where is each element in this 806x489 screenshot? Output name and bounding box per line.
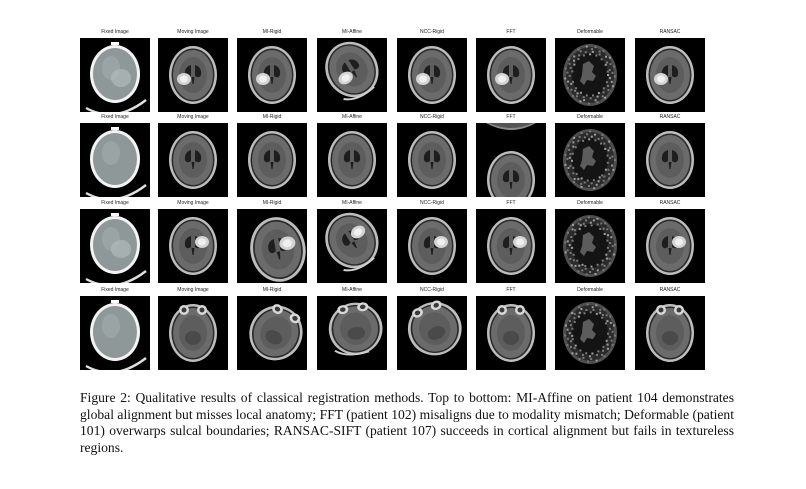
panel-title: MI-Rigid [262,287,282,293]
panel-title: Deformable [577,287,603,293]
panel-title: NCC-Rigid [420,200,444,206]
panel-title: MI-Affine [342,287,362,293]
scan-image [237,209,307,283]
panel-title: MI-Rigid [262,114,282,120]
scan-image [80,296,150,370]
scan-image [237,296,307,370]
scan-image [555,296,625,370]
scan-image [80,123,150,197]
panel-title: RANSAC [659,114,681,120]
panel-title: FFT [506,287,516,293]
panel-title: Fixed Image [101,114,129,120]
panel-title: MI-Affine [342,114,362,120]
scan-image [555,209,625,283]
panel-title: RANSAC [659,29,681,35]
figure-caption: Figure 2: Qualitative results of classical registration methods. Top to bottom: MI-Affine on patient 104 demonstrates global alignment but misses local anatomy; FFT (patient 102) misaligns due to modality mismatch; Deformable (patient 101) overwarps sulcal boundaries; RANSAC-SIFT (patient 107) succeeds in cortical alignment but fails in textureless regions. [80,390,734,455]
scan-image [80,38,150,112]
panel-title: Moving Image [177,114,209,120]
panel-title: Deformable [577,114,603,120]
scan-image [635,209,705,283]
panel-title: Moving Image [177,29,209,35]
panel-title: Fixed Image [101,287,129,293]
scan-image [476,209,546,283]
scan-image [237,123,307,197]
scan-image [158,296,228,370]
panel-title: Moving Image [177,200,209,206]
scan-image [476,296,546,370]
scan-image [635,38,705,112]
panel-title: RANSAC [659,200,681,206]
scan-image [635,296,705,370]
panel-title: Deformable [577,200,603,206]
scan-image [397,38,467,112]
scan-image [158,123,228,197]
scan-image [317,123,387,197]
scan-image [317,296,387,370]
scan-image [80,209,150,283]
panel-title: MI-Affine [342,200,362,206]
panel-title: RANSAC [659,287,681,293]
scan-image [397,123,467,197]
panel-title: MI-Rigid [262,29,282,35]
scan-image [158,209,228,283]
scan-image [476,38,546,112]
panel-title: NCC-Rigid [420,29,444,35]
panel-title: NCC-Rigid [420,114,444,120]
scan-image [476,123,546,197]
panel-title: MI-Affine [342,29,362,35]
panel-title: Deformable [577,29,603,35]
scan-image [555,38,625,112]
panel-title: FFT [506,114,516,120]
scan-image [635,123,705,197]
panel-title: FFT [506,29,516,35]
panel-title: Moving Image [177,287,209,293]
panel-title: FFT [506,200,516,206]
scan-image [158,38,228,112]
panel-title: MI-Rigid [262,200,282,206]
scan-image [317,38,387,112]
scan-image [555,123,625,197]
scan-image [237,38,307,112]
panel-title: Fixed Image [101,200,129,206]
scan-image [397,296,467,370]
panel-title: Fixed Image [101,29,129,35]
scan-image [317,209,387,283]
scan-image [397,209,467,283]
panel-title: NCC-Rigid [420,287,444,293]
